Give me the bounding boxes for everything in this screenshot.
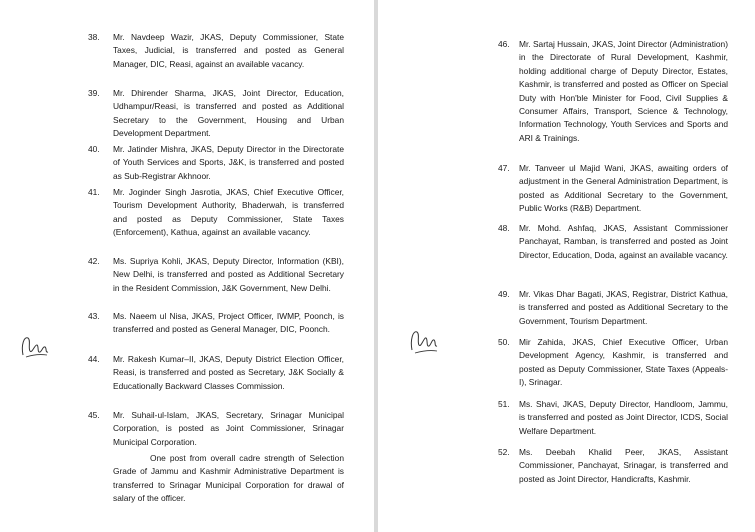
order-entry-42 [88, 255, 344, 295]
order-entry-50 [498, 336, 728, 390]
entry-number: 48. [498, 223, 510, 233]
entry-text: Mir Zahida, JKAS, Chief Executive Officer, Urban Development Agency, Kashmir, is transferred and posted as Deputy Commissioner, State Taxes (Appeals- I), Srinagar. [519, 337, 728, 388]
entry-number: 40. [88, 144, 100, 154]
entry-number: 50. [498, 337, 510, 347]
entry-number: 51. [498, 399, 510, 409]
order-entry-39 [88, 87, 344, 141]
entry-text: Ms. Shavi, JKAS, Deputy Director, Handloom, Jammu, is transferred and posted as Joint Director, ICDS, Social Welfare Department. [519, 399, 728, 436]
entry-text: Mr. Suhail-ul-Islam, JKAS, Secretary, Srinagar Municipal Corporation, is posted as Joint Commissioner, Srinagar Municipal Corporation. [113, 410, 344, 447]
order-entry-41 [88, 186, 344, 240]
handwritten-signature [18, 330, 50, 360]
entry-text: Ms. Naeem ul Nisa, JKAS, Project Officer, IWMP, Poonch, is transferred and posted as General Manager, DIC, Poonch. [113, 311, 344, 335]
entry-number: 49. [498, 289, 510, 299]
order-entry-49 [498, 288, 728, 328]
order-entry-38 [88, 31, 344, 71]
entry-number: 43. [88, 311, 100, 321]
order-entry-46 [498, 38, 728, 145]
order-entry-45 [88, 409, 344, 449]
entry-text: Mr. Rakesh Kumar–II, JKAS, Deputy District Election Officer, Reasi, is transferred and posted as Secretary, J&K Socially & Educationally Backward Classes Commission. [113, 354, 344, 391]
entry-text: Ms. Supriya Kohli, JKAS, Deputy Director, Information (KBI), New Delhi, is transferred and posted as Additional Secretary in the Resident Commission, J&K Government, New Delhi. [113, 256, 344, 293]
entry-text: Ms. Deebah Khalid Peer, JKAS, Assistant Commissioner, Panchayat, Srinagar, is transferred and posted as Joint Director, Handicrafts, Kashmir. [519, 447, 728, 484]
order-entry-43 [88, 310, 344, 337]
order-entry-44 [88, 353, 344, 393]
entry-number: 52. [498, 447, 510, 457]
entry-text: Mr. Navdeep Wazir, JKAS, Deputy Commissioner, State Taxes, Judicial, is transferred and posted as General Manager, DIC, Reasi, against an available vacancy. [113, 32, 344, 69]
entry-text: Mr. Jatinder Mishra, JKAS, Deputy Director in the Directorate of Youth Services and Sports, J&K, is transferred and posted as Sub-Registrar Akhnoor. [113, 144, 344, 181]
entry-number: 42. [88, 256, 100, 266]
document-page-left [0, 0, 374, 532]
order-entry-40 [88, 143, 344, 183]
order-entry-51 [498, 398, 728, 438]
order-entry-47 [498, 162, 728, 216]
entry-text: Mr. Joginder Singh Jasrotia, JKAS, Chief Executive Officer, Tourism Development Authority, Bhaderwah, is transferred and posted as Deputy Commissioner, State Taxes (Enforcement), Kathua, against an available vacancy. [113, 187, 344, 238]
entry-number: 46. [498, 39, 510, 49]
entry-number: 39. [88, 88, 100, 98]
entry-number: 45. [88, 410, 100, 420]
order-entry-52 [498, 446, 728, 486]
order-entry-48 [498, 222, 728, 262]
entry-text: Mr. Tanveer ul Majid Wani, JKAS, awaiting orders of adjustment in the General Administration Department, is posted as Additional Secretary to the Government, Public Works (R&B) Department. [519, 163, 728, 214]
entry-text: Mr. Sartaj Hussain, JKAS, Joint Director (Administration) in the Directorate of Rural Development, Kashmir, holding additional charge of Deputy Director, Estates, Kashmir, is transferred and posted as Officer on Special Duty with Hon'ble Minister for Food, Civil Supplies & Consumer Affairs, Transport, Science & Technology, Information Technology, Youth Services and Sports and ARI & Trainings. [519, 39, 728, 143]
entry-number: 47. [498, 163, 510, 173]
entry-number: 38. [88, 32, 100, 42]
entry-number: 44. [88, 354, 100, 364]
document-page-right [378, 0, 755, 532]
entry-text: Mr. Dhirender Sharma, JKAS, Joint Director, Education, Udhampur/Reasi, is transferred and posted as Additional Secretary to the Government, Housing and Urban Development Department. [113, 88, 344, 139]
entry-number: 41. [88, 187, 100, 197]
entry-text: Mr. Mohd. Ashfaq, JKAS, Assistant Commissioner Panchayat, Ramban, is transferred and posted as Joint Director, Education, Doda, against an available vacancy. [519, 223, 728, 260]
handwritten-signature [406, 322, 440, 356]
cadre-note-paragraph: One post from overall cadre strength of Selection Grade of Jammu and Kashmir Administrative Department is transferred to Srinagar Municipal Corporation for drawal of salary of the officer. [113, 453, 344, 504]
entry-text: Mr. Vikas Dhar Bagati, JKAS, Registrar, District Kathua, is transferred and posted as Additional Secretary to the Government, Tourism Department. [519, 289, 728, 326]
